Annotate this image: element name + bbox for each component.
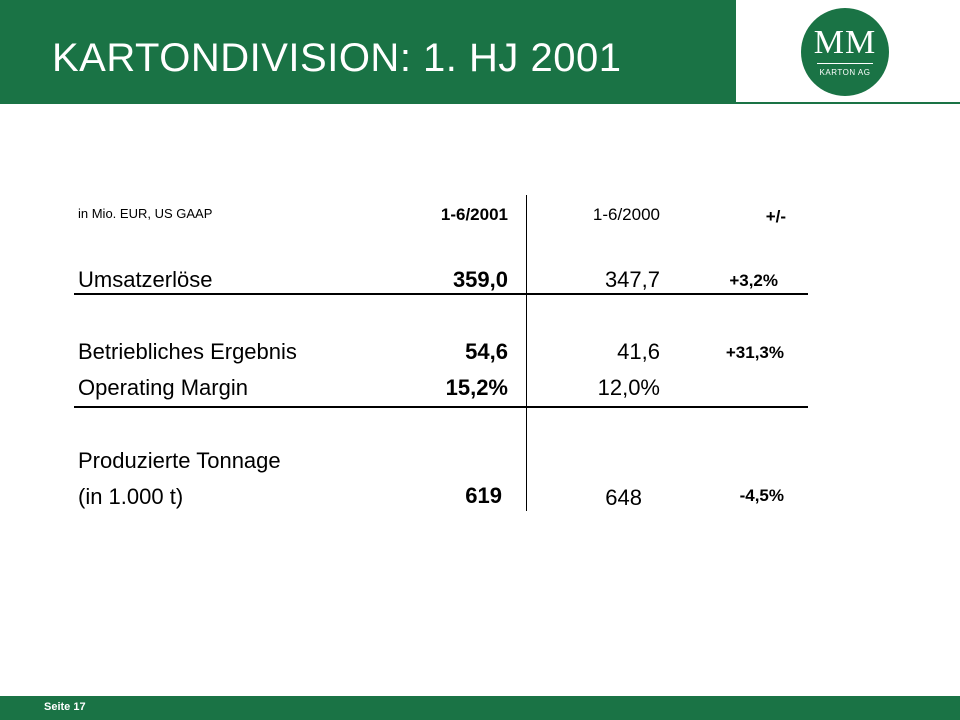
logo-divider [736,102,960,104]
logo-rule [817,63,873,64]
page-number: Seite 17 [44,701,86,713]
column-divider [526,195,527,511]
logo-subtitle: KARTON AG [819,68,871,77]
row-change: +3,2% [729,271,778,290]
page-title: KARTONDIVISION: 1. HJ 2001 [52,36,622,80]
company-logo [801,8,889,96]
column-header-2000: 1-6/2000 [592,205,660,224]
footer-bar [0,696,960,720]
row-value-2001: 619 [465,483,502,508]
row-value-2001: 54,6 [465,339,508,364]
table-rule [74,406,808,408]
row-value-2001: 15,2% [445,375,508,400]
unit-note: in Mio. EUR, US GAAP [78,206,213,221]
row-change: -4,5% [739,486,784,505]
row-label-tonnage: Produzierte Tonnage [78,448,281,473]
row-value-2000: 347,7 [604,267,660,292]
column-header-2001: 1-6/2001 [440,205,508,224]
column-header-change: +/- [765,207,786,226]
row-value-2000: 41,6 [617,339,660,364]
table-rule [74,293,808,295]
header-bar [0,0,736,104]
row-value-2001: 359,0 [452,267,508,292]
row-value-2000: 648 [605,485,642,510]
row-change: +31,3% [725,343,784,362]
row-label-ergebnis: Betriebliches Ergebnis [78,339,297,364]
row-label-margin: Operating Margin [78,375,248,400]
logo-mark: MM [813,24,877,61]
row-label-tonnage-unit: (in 1.000 t) [78,484,184,509]
row-label-umsatz: Umsatzerlöse [78,267,213,292]
row-value-2000: 12,0% [597,375,660,400]
